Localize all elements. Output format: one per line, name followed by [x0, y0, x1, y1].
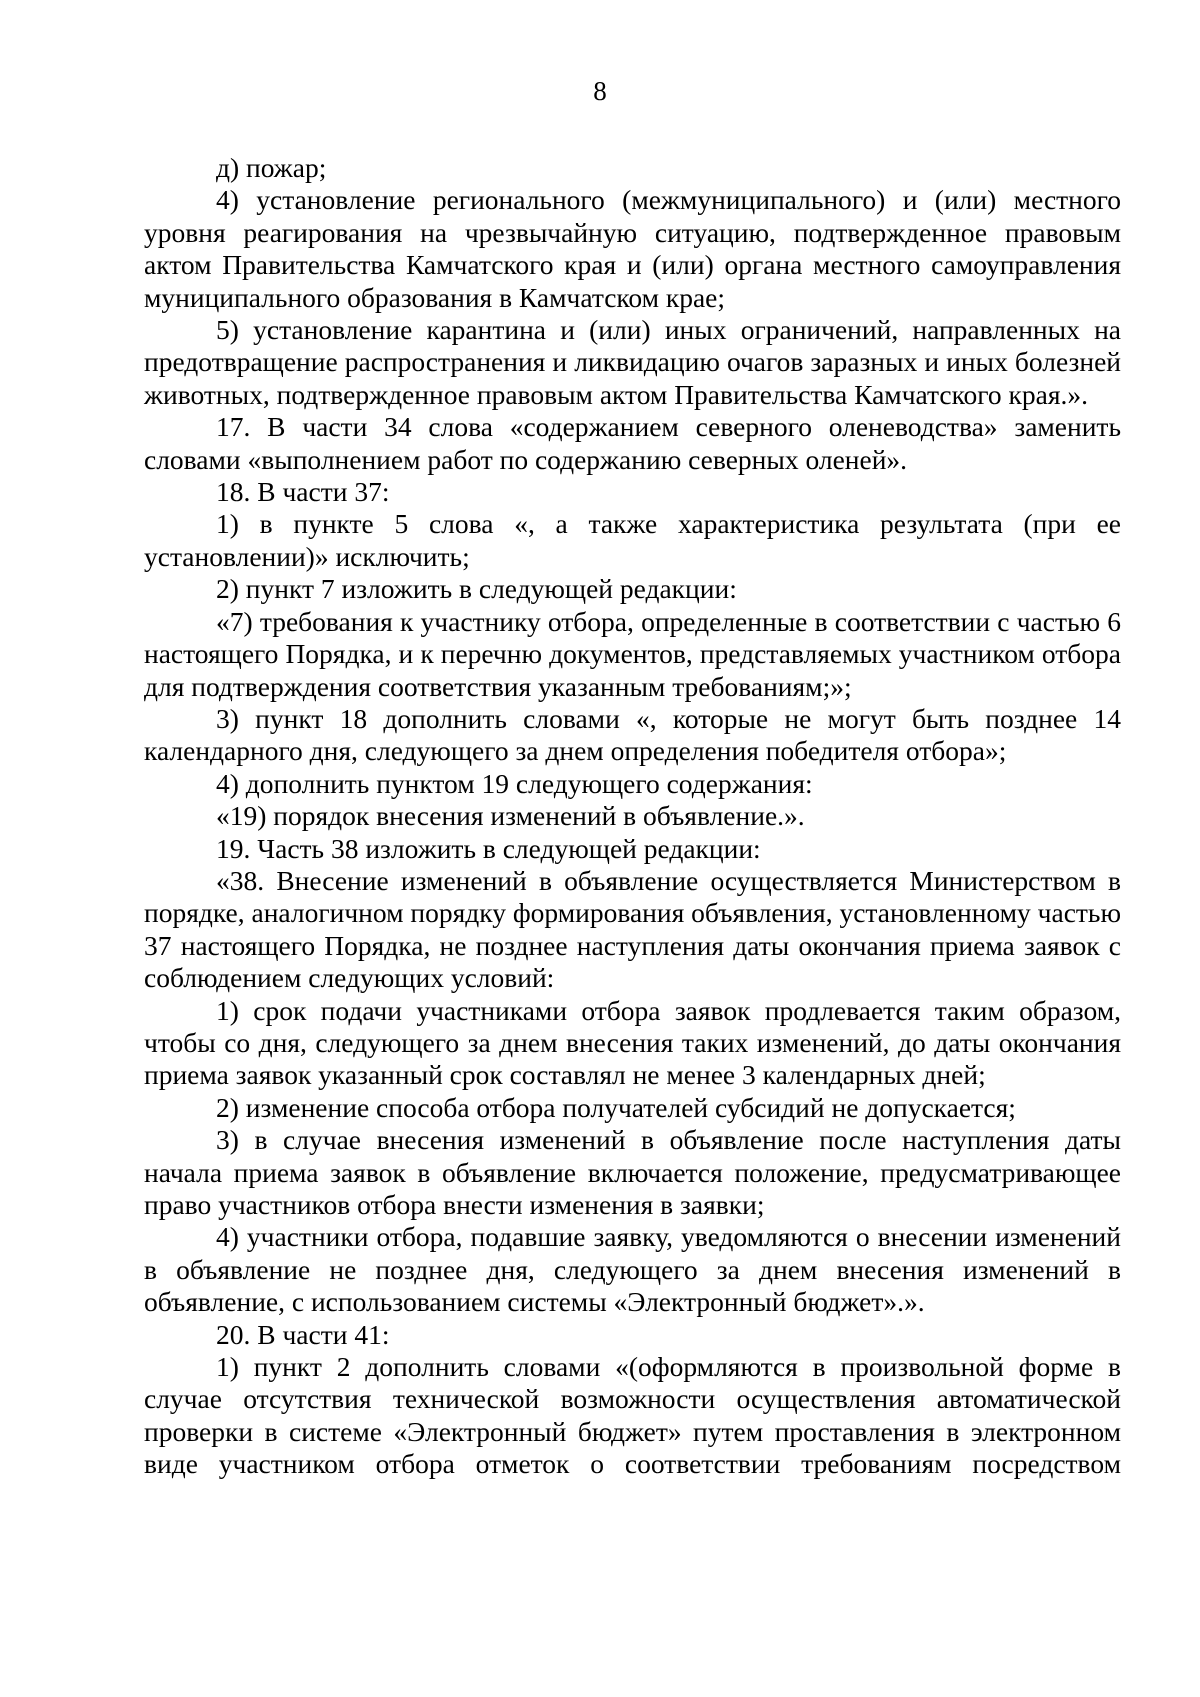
paragraph: 20. В части 41: [216, 1318, 390, 1350]
paragraph: 4) дополнить пунктом 19 следующего содержания: [216, 767, 813, 799]
paragraph: 1) в пункте 5 слова «, а также характеристика результата (при ее установлении)» исключить; [144, 508, 1121, 572]
paragraph: 18. В части 37: [216, 476, 390, 508]
paragraph: 2) пункт 7 изложить в следующей редакции: [216, 573, 737, 605]
paragraph: 17. В части 34 слова «содержанием северного оленеводства» заменить словами «выполнением работ по содержанию северных оленей». [144, 411, 1121, 475]
paragraph: 1) пункт 2 дополнить словами «(оформляются в произвольной форме в случае отсутствия технической возможности осуществления автоматической проверки в системе «Электронный бюджет» путем проставления в электронном виде участником отбора отметок о соответствии требованиям посредством [144, 1351, 1121, 1480]
paragraph: «7) требования к участнику отбора, определенные в соответствии с частью 6 настоящего Порядка, и к перечню документов, представляемых участником отбора для подтверждения соответствия указанным требованиям;»; [144, 605, 1121, 702]
document-body [144, 152, 1121, 1481]
paragraph: 3) пункт 18 дополнить словами «, которые не могут быть позднее 14 календарного дня, следующего за днем определения победителя отбора»; [144, 702, 1121, 767]
paragraph: 1) срок подачи участниками отбора заявок продлевается таким образом, чтобы со дня, следующего за днем внесения таких изменений, до даты окончания приема заявок указанный срок составлял не менее 3 календарных дней; [144, 994, 1121, 1091]
page-number: 8 [593, 76, 607, 106]
paragraph: «19) порядок внесения изменений в объявление.». [216, 800, 805, 832]
paragraph: д) пожар; [216, 152, 327, 183]
paragraph: 19. Часть 38 изложить в следующей редакции: [216, 832, 761, 864]
paragraph: 4) участники отбора, подавшие заявку, уведомляются о внесении изменений в объявление не позднее дня, следующего за днем внесения изменений в объявление, с использованием системы «Электронный бюджет».». [144, 1221, 1121, 1318]
paragraph: 2) изменение способа отбора получателей субсидий не допускается; [216, 1091, 1016, 1123]
paragraph: «38. Внесение изменений в объявление осуществляется Министерством в порядке, аналогичном порядку формирования объявления, установленному частью 37 настоящего Порядка, не позднее наступления даты окончания приема заявок с соблюдением следующих условий: [144, 864, 1122, 994]
paragraph: 4) установление регионального (межмуниципального) и (или) местного уровня реагирования на чрезвычайную ситуацию, подтвержденное правовым актом Правительства Камчатского края и (или) органа местного самоуправления муниципального образования в Камчатском крае; [144, 184, 1121, 313]
paragraph: 3) в случае внесения изменений в объявление после наступления даты начала приема заявок в объявление включается положение, предусматривающее право участников отбора внести изменения в заявки; [144, 1124, 1121, 1220]
paragraph: 5) установление карантина и (или) иных ограничений, направленных на предотвращение распространения и ликвидацию очагов заразных и иных болезней животных, подтвержденное правовым актом Правительства Камчатского края.». [144, 314, 1121, 410]
